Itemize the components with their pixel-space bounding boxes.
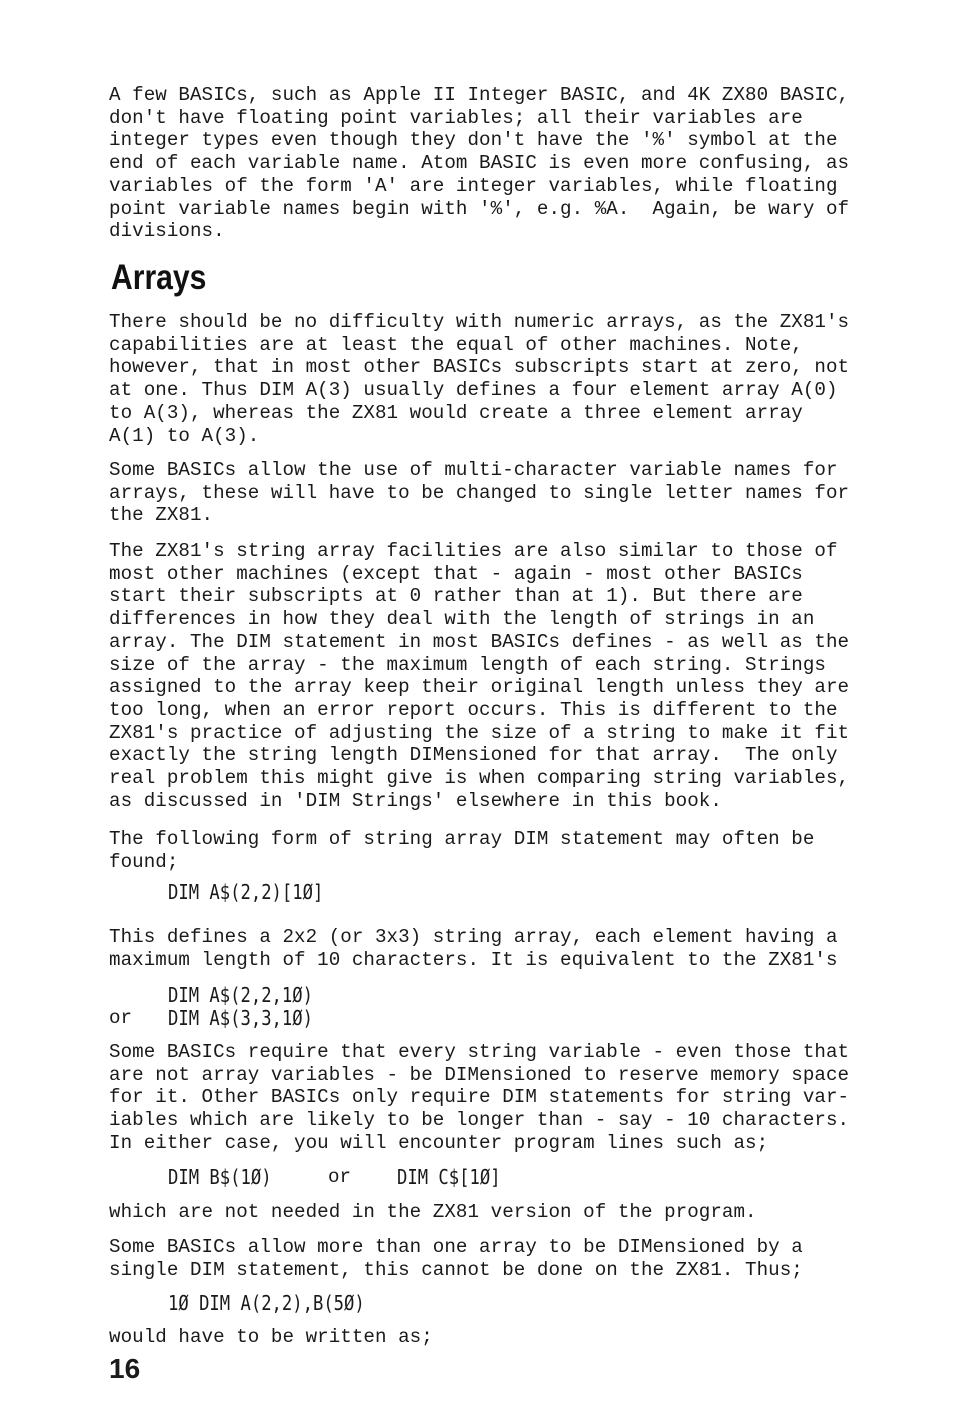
arrays-paragraph-9: would have to be written as; xyxy=(109,1326,433,1348)
arrays-paragraph-2: Some BASICs allow the use of multi-character variable names for arrays, these will have to be changed to single letter names for the ZX81. xyxy=(109,459,850,527)
arrays-paragraph-1: There should be no difficulty with numeric arrays, as the ZX81's capabilities are at least the equal of other machines. Note, however, that in most other BASICs subscripts start at zero, not at one. Thus DIM A(3) usually defines a four element array A(0) to A(3), whereas the ZX81 would create a three element array A(1) to A(3). xyxy=(109,311,850,447)
code-dim-c-string: DIM C$[1Ø] xyxy=(397,1165,501,1189)
or-label: or xyxy=(109,1007,133,1029)
code-dim-equivalent-2x2: DIM A$(2,2,1Ø) xyxy=(168,983,313,1007)
code-multi-dim: 1Ø DIM A(2,2),B(5Ø) xyxy=(168,1291,365,1315)
arrays-paragraph-4: The following form of string array DIM statement may often be found; xyxy=(109,828,815,873)
arrays-paragraph-7: which are not needed in the ZX81 version of the program. xyxy=(109,1201,757,1223)
arrays-paragraph-3: The ZX81's string array facilities are also similar to those of most other machines (except that - again - most other BASICs start their subscripts at 0 rather than at 1). But there are differences in how they deal with the length of strings in an array. The DIM statement in most BASICs defines - as well as the size of the array - the maximum length of each string. Strings assigned to the array keep their original length unless they are too long, when an error report occurs. This is different to the ZX81's practice of adjusting the size of a string to make it fit exactly the string length DIMensioned for that array. The only real problem this might give is when comparing string variables, as discussed in 'DIM Strings' elsewhere in this book. xyxy=(109,540,850,812)
intro-paragraph: A few BASICs, such as Apple II Integer BASIC, and 4K ZX80 BASIC, don't have floating point variables; all their variables are integer types even though they don't have the '%' symbol at the end of each variable name. Atom BASIC is even more confusing, as variables of the form 'A' are integer variables, while floating point variable names begin with '%', e.g. %A. Again, be wary of divisions. xyxy=(109,84,850,243)
code-dim-a-string-array: DIM A$(2,2)[1Ø] xyxy=(168,880,324,904)
arrays-paragraph-5: This defines a 2x2 (or 3x3) string array, each element having a maximum length of 10 characters. It is equivalent to the ZX81's xyxy=(109,926,838,971)
section-heading: Arrays xyxy=(111,258,207,297)
arrays-paragraph-6: Some BASICs require that every string variable - even those that are not array variables - be DIMensioned to reserve memory space for it. Other BASICs only require DIM statements for string var- iables which are likely to be longer than - say - 10 characters. In either case, you will encounter program lines such as; xyxy=(109,1041,850,1154)
code-dim-equivalent-3x3: DIM A$(3,3,1Ø) xyxy=(168,1006,313,1030)
arrays-paragraph-8: Some BASICs allow more than one array to be DIMensioned by a single DIM statement, this cannot be done on the ZX81. Thus; xyxy=(109,1236,803,1281)
or-label-inline: or xyxy=(328,1166,352,1188)
code-dim-b-string: DIM B$(1Ø) xyxy=(168,1165,272,1189)
page-number: 16 xyxy=(109,1353,141,1384)
